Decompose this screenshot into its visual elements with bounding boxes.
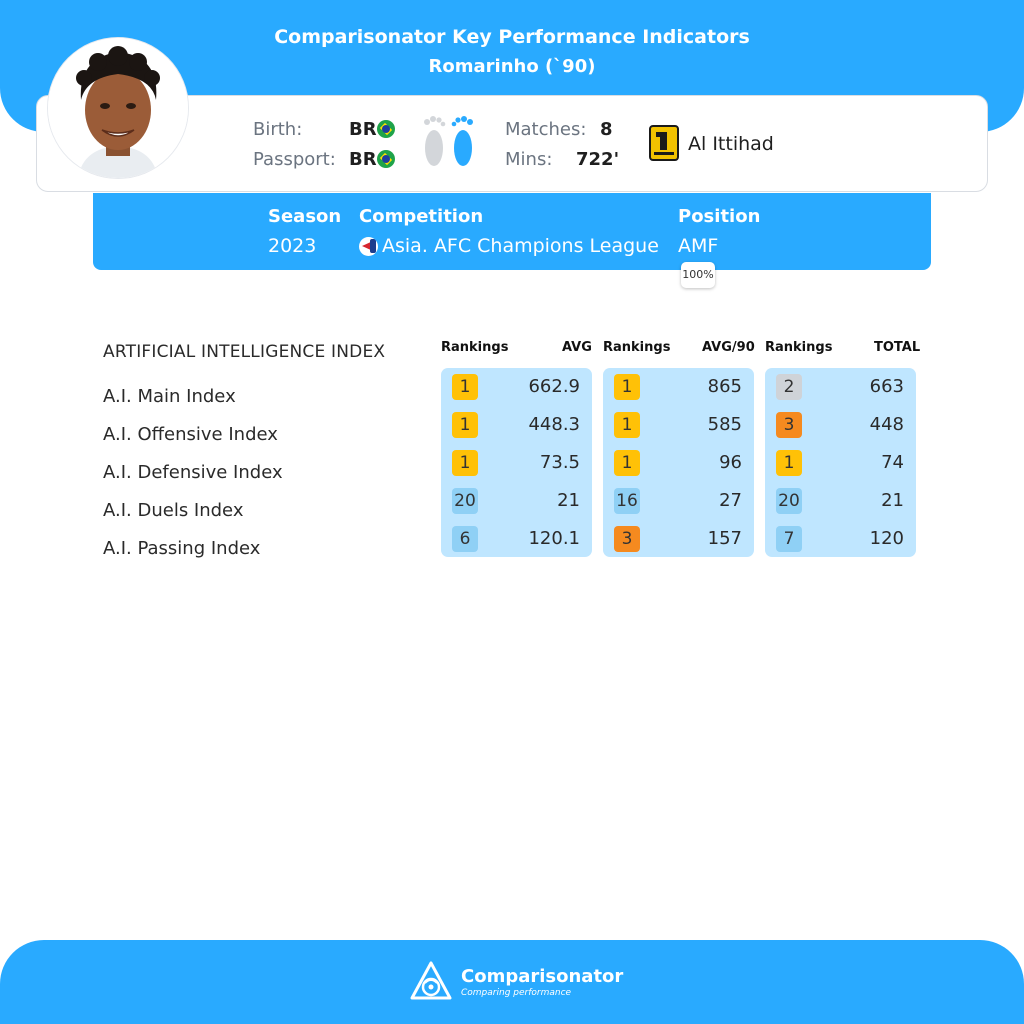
rank-badge: 1 [776, 450, 802, 476]
rank-badge: 3 [614, 526, 640, 552]
avg-rankings-header: Rankings [441, 340, 509, 355]
matches-value: 8 [600, 119, 613, 140]
avg90-value: 157 [707, 528, 742, 549]
season-band [93, 193, 931, 270]
season-value: 2023 [268, 235, 317, 257]
rank-badge: 1 [452, 450, 478, 476]
total-value: 21 [881, 490, 904, 511]
avg90-value: 865 [707, 376, 742, 397]
position-percentage-badge: 100% [681, 262, 715, 288]
brazil-flag-icon [377, 150, 395, 168]
total-value: 663 [869, 376, 904, 397]
total-value: 120 [869, 528, 904, 549]
rank-badge: 1 [614, 450, 640, 476]
minutes-value: 722' [576, 149, 620, 170]
rank-badge: 3 [776, 412, 802, 438]
total-header: TOTAL [874, 340, 921, 355]
avg-value: 73.5 [539, 452, 580, 473]
row-label-offensive: A.I. Offensive Index [103, 424, 278, 445]
passport-country: BR [349, 149, 377, 170]
avg90-value: 27 [719, 490, 742, 511]
row-label-passing: A.I. Passing Index [103, 538, 261, 559]
feet-icon [418, 112, 480, 172]
ai-index-title: ARTIFICIAL INTELLIGENCE INDEX [103, 342, 386, 362]
minutes-label: Mins: [505, 149, 553, 170]
rank-badge: 2 [776, 374, 802, 400]
avg90-value: 96 [719, 452, 742, 473]
avg-value: 448.3 [528, 414, 580, 435]
birth-country: BR [349, 119, 377, 140]
total-rankings-header: Rankings [765, 340, 833, 355]
footer-tagline: Comparing performance [461, 988, 572, 998]
rank-badge: 1 [614, 374, 640, 400]
rank-badge: 7 [776, 526, 802, 552]
avg-value: 120.1 [528, 528, 580, 549]
position-label: Position [678, 206, 761, 227]
passport-label: Passport: [253, 149, 336, 170]
afc-competition-icon [359, 237, 378, 256]
footer-brand: Comparisonator [461, 966, 624, 987]
club-name: Al Ittihad [688, 133, 774, 155]
total-value: 74 [881, 452, 904, 473]
avg-header: AVG [562, 340, 592, 355]
rank-badge: 16 [614, 488, 640, 514]
page-title: Comparisonator Key Performance Indicators [274, 26, 750, 48]
rank-badge: 1 [452, 412, 478, 438]
avg-value: 662.9 [528, 376, 580, 397]
rank-badge: 20 [776, 488, 802, 514]
brazil-flag-icon [377, 120, 395, 138]
rank-badge: 20 [452, 488, 478, 514]
season-label: Season [268, 206, 342, 227]
total-value: 448 [869, 414, 904, 435]
rank-badge: 6 [452, 526, 478, 552]
comparisonator-logo-icon [408, 960, 454, 1004]
club-crest-icon [648, 124, 680, 162]
avg90-rankings-header: Rankings [603, 340, 671, 355]
avg-value: 21 [557, 490, 580, 511]
matches-label: Matches: [505, 119, 587, 140]
position-value: AMF [678, 235, 719, 257]
player-name-title: Romarinho (`90) [428, 56, 596, 77]
avg90-header: AVG/90 [702, 340, 755, 355]
row-label-defensive: A.I. Defensive Index [103, 462, 283, 483]
birth-label: Birth: [253, 119, 303, 140]
row-label-main: A.I. Main Index [103, 386, 236, 407]
rank-badge: 1 [614, 412, 640, 438]
rank-badge: 1 [452, 374, 478, 400]
competition-value: Asia. AFC Champions League [382, 235, 659, 257]
player-photo [48, 38, 188, 178]
row-label-duels: A.I. Duels Index [103, 500, 244, 521]
competition-label: Competition [359, 206, 484, 227]
avg90-value: 585 [707, 414, 742, 435]
